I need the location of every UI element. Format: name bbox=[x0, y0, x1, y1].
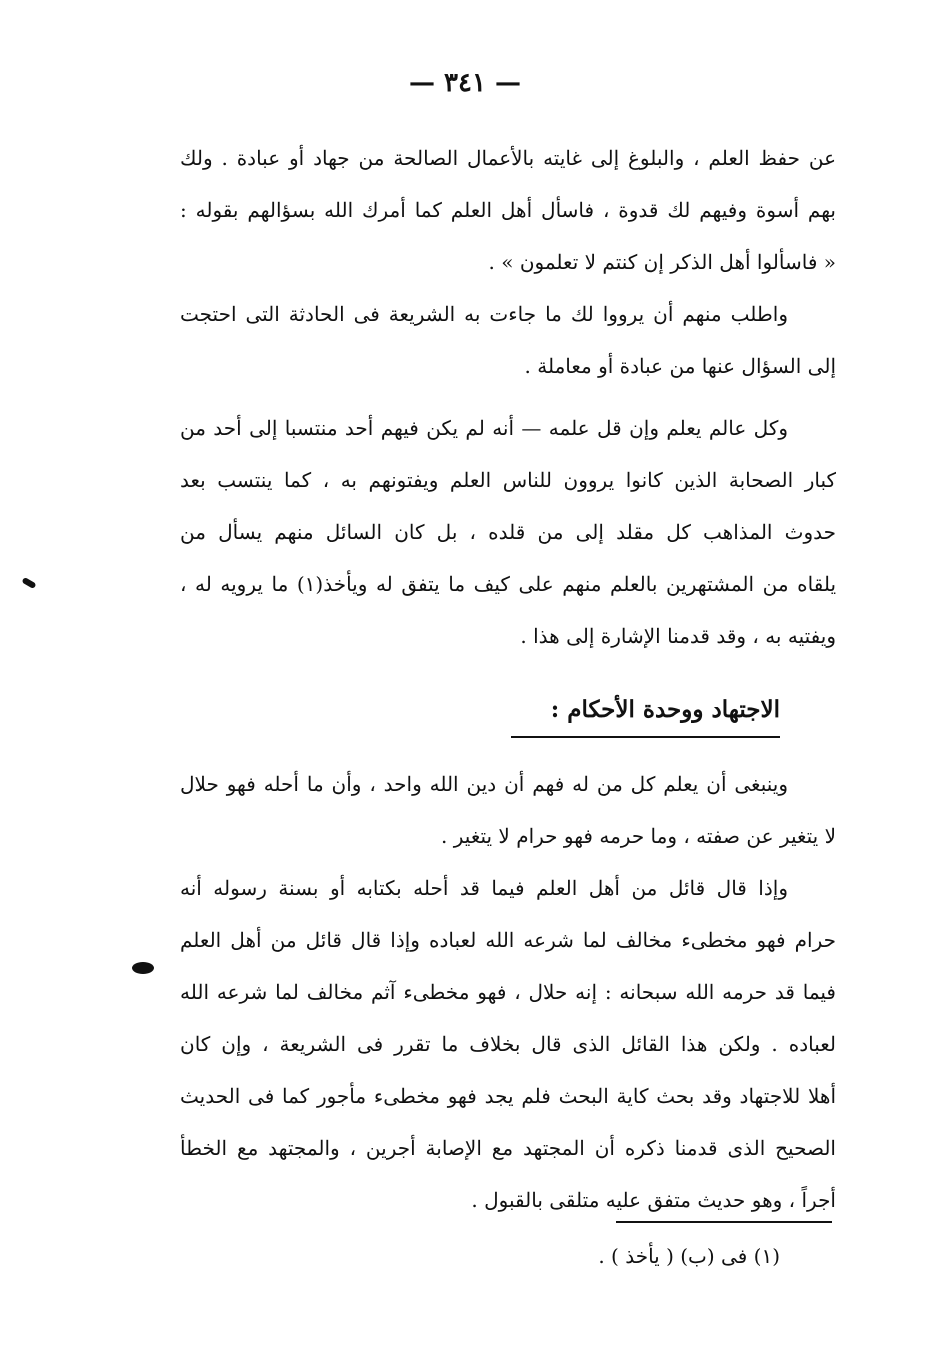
paragraph-line: لا يتغير عن صفته ، وما حرمه فهو حرام لا يتغير . bbox=[441, 824, 836, 848]
paragraph-line: وينبغى أن يعلم كل من له فهم أن دين الله واحد ، وأن ما أحله فهو حلال bbox=[180, 772, 788, 796]
paragraph-line: فيما قد حرمه الله سبحانه : إنه حلال ، فهو مخطىء آثم مخالف لما شرعه الله bbox=[180, 980, 836, 1004]
section-heading: الاجتهاد ووحدة الأحكام : bbox=[511, 684, 780, 738]
paragraph-line: واطلب منهم أن يرووا لك ما جاءت به الشريعة فى الحادثة التى احتجت bbox=[180, 302, 788, 326]
paragraph-line: بهم أسوة وفيهم لك قدوة ، فاسأل أهل العلم كما أمرك الله بسؤالهم بقوله : bbox=[180, 198, 836, 222]
paragraph-line: وكل عالم يعلم وإن قل علمه — أنه لم يكن فيهم أحد منتسبا إلى أحد من bbox=[180, 416, 788, 440]
paragraph-line: أهلا للاجتهاد وقد بحث كاية البحث فلم يجد فهو مخطىء مأجور كما فى الحديث bbox=[180, 1084, 836, 1108]
paragraph-5 bbox=[180, 862, 836, 1226]
paragraph-3 bbox=[180, 402, 836, 662]
paragraph-2 bbox=[180, 288, 836, 392]
paragraph-line: عن حفظ العلم ، والبلوغ إلى غايته بالأعمال الصالحة من جهاد أو عبادة . ولك bbox=[180, 146, 836, 170]
paragraph-line: الصحيح الذى قدمنا ذكره أن المجتهد مع الإصابة أجرين ، والمجتهد مع الخطأ bbox=[180, 1136, 836, 1160]
paragraph-line: حدوث المذاهب كل مقلد إلى من قلده ، بل كان السائل منهم يسأل من bbox=[180, 520, 836, 544]
paragraph-line: إلى السؤال عنها من عبادة أو معاملة . bbox=[524, 354, 836, 378]
page-number: — ٣٤١ — bbox=[408, 68, 522, 98]
paragraph-line: لعباده . ولكن هذا القائل الذى قال بخلاف ما تقرر فى الشريعة ، وإن كان bbox=[180, 1032, 836, 1056]
paragraph-1 bbox=[180, 132, 836, 288]
paragraph-line: يلقاه من المشتهرين بالعلم منهم على كيف ما يتفق له ويأخذ(١) ما يرويه له ، bbox=[180, 572, 836, 596]
paragraph-line: كبار الصحابة الذين كانوا يروون للناس العلم ويفتونهم به ، كما ينتسب بعد bbox=[180, 468, 836, 492]
paragraph-line: أجراً ، وهو حديث متفق عليه متلقى بالقبول . bbox=[471, 1188, 836, 1212]
margin-ink-mark bbox=[21, 577, 36, 589]
paragraph-4 bbox=[180, 758, 836, 862]
paragraph-line: « فاسألوا أهل الذكر إن كنتم لا تعلمون » . bbox=[488, 250, 836, 274]
margin-ink-blot bbox=[132, 962, 154, 974]
footnote-divider bbox=[616, 1221, 832, 1223]
footnote: (١) فى (ب) ( يأخذ ) . bbox=[598, 1244, 780, 1268]
paragraph-line: وإذا قال قائل من أهل العلم فيما قد أحله بكتابه أو بسنة رسوله أنه bbox=[180, 876, 788, 900]
paragraph-line: حرام فهو مخطىء مخالف لما شرعه الله لعباده وإذا قال قائل من أهل العلم bbox=[180, 928, 836, 952]
paragraph-line: ويفتيه به ، وقد قدمنا الإشارة إلى هذا . bbox=[520, 624, 836, 648]
